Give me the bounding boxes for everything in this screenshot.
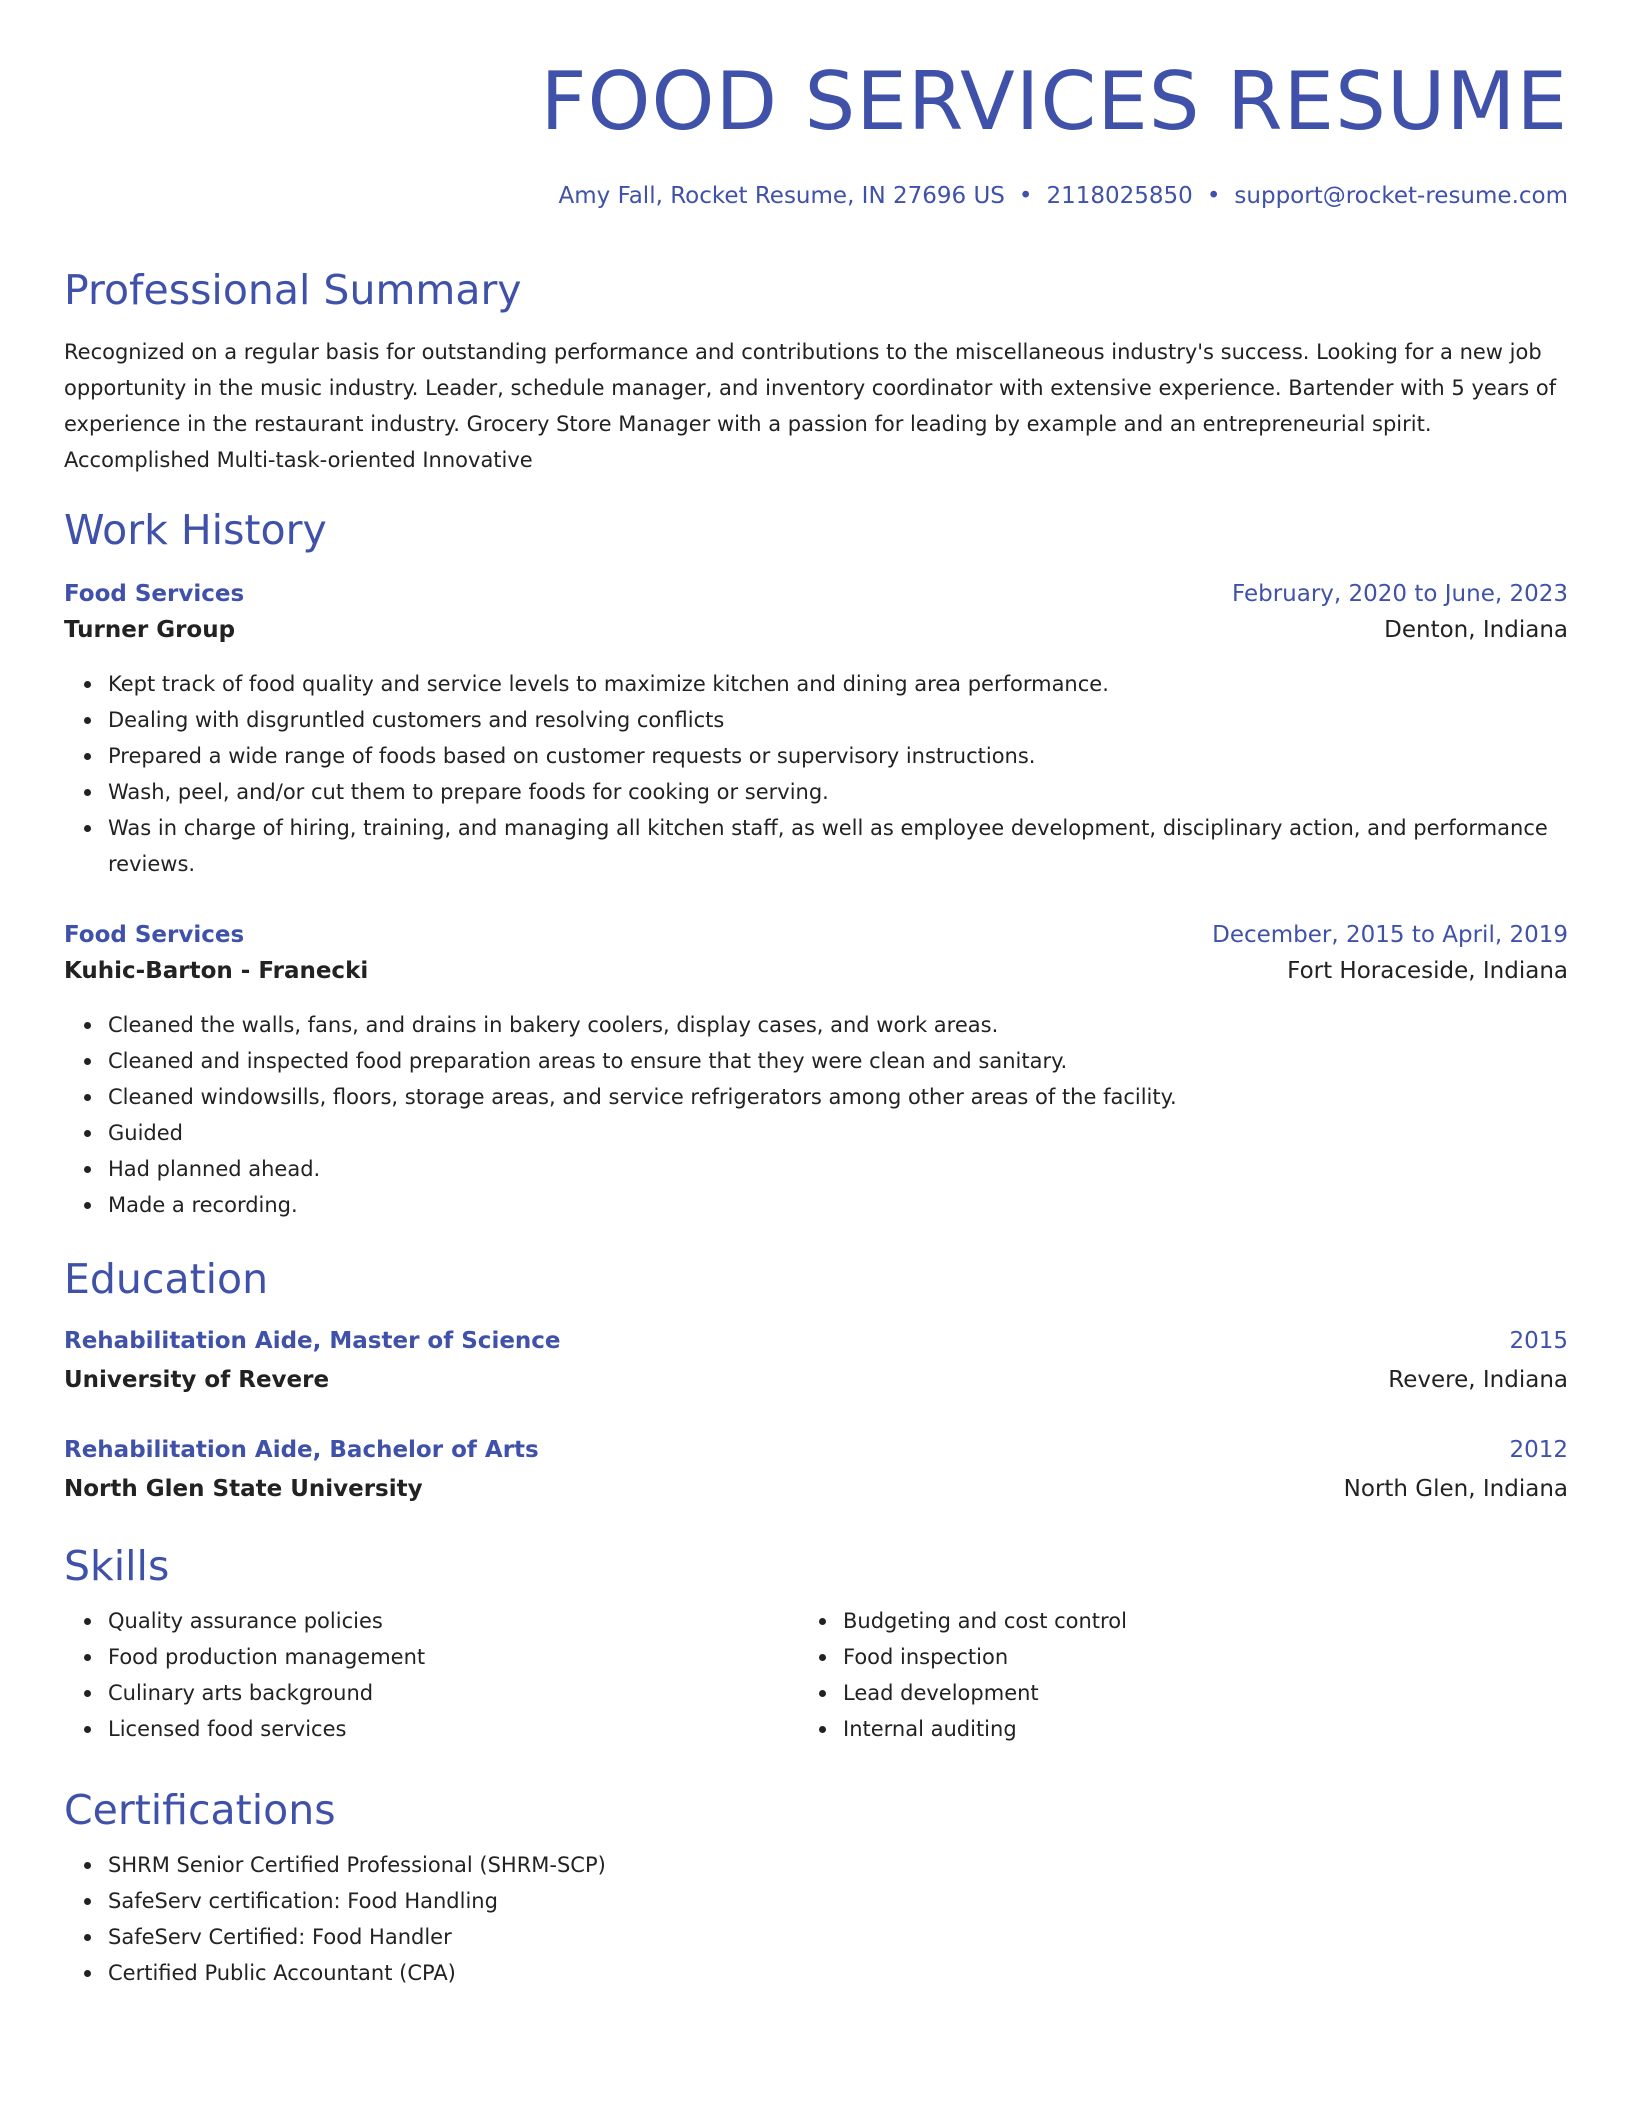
skills-list-left <box>64 1603 808 1747</box>
certification-item: Certified Public Accountant (CPA) <box>108 1955 1568 1991</box>
skills-list-right <box>799 1603 1543 1747</box>
summary-text: Recognized on a regular basis for outstanding performance and contributions to the miscellaneous industry's success. Looking for a new job opportunity in the music industry. Leader, schedule manager, and inventory coordinator with extensive experience. Bartender with 5 years of experience in the restaurant industry. Grocery Store Manager with a passion for leading by example and an entrepreneurial spirit. Accomplished Multi-task-oriented Innovative <box>64 340 1557 472</box>
education-header-row <box>64 1323 1568 1359</box>
job-duty: Wash, peel, and/or cut them to prepare foods for cooking or serving. <box>108 774 1568 810</box>
education-school: University of Revere <box>64 1367 330 1393</box>
skill-item: Internal auditing <box>843 1711 1543 1747</box>
certification-item: SafeServ Certified: Food Handler <box>108 1919 1568 1955</box>
job-title: Food Services <box>64 922 245 948</box>
job-dates: February, 2020 to June, 2023 <box>1231 581 1568 607</box>
education-header-row <box>64 1432 1568 1468</box>
skills-heading: Skills <box>64 1542 170 1590</box>
contact-email[interactable]: support@rocket-resume.com <box>1234 183 1568 209</box>
job-duty: Kept track of food quality and service levels to maximize kitchen and dining area performance. <box>108 666 1568 702</box>
certification-item: SafeServ certification: Food Handling <box>108 1883 1568 1919</box>
job-duty: Dealing with disgruntled customers and resolving conflicts <box>108 702 1568 738</box>
work-history-heading: Work History <box>64 506 327 554</box>
education-heading: Education <box>64 1255 269 1303</box>
job-title: Food Services <box>64 581 245 607</box>
contact-address: Amy Fall, Rocket Resume, IN 27696 US <box>558 183 1005 209</box>
job-duty: Cleaned and inspected food preparation areas to ensure that they were clean and sanitary. <box>108 1043 1568 1079</box>
certification-item: SHRM Senior Certified Professional (SHRM-SCP) <box>108 1847 1568 1883</box>
education-location: Revere, Indiana <box>1388 1367 1568 1393</box>
education-school-row <box>64 1471 1568 1507</box>
education-location: North Glen, Indiana <box>1343 1476 1568 1502</box>
job-duty: Made a recording. <box>108 1187 1568 1223</box>
skill-item: Food production management <box>108 1639 808 1675</box>
education-year: 2012 <box>1509 1437 1568 1463</box>
job-dates: December, 2015 to April, 2019 <box>1212 922 1568 948</box>
job-company-row <box>64 953 1568 989</box>
education-school: North Glen State University <box>64 1476 423 1502</box>
job-duty: Had planned ahead. <box>108 1151 1568 1187</box>
job-duties-list <box>64 1007 1568 1223</box>
job-duty: Was in charge of hiring, training, and managing all kitchen staff, as well as employee development, disciplinary action, and performance reviews. <box>108 810 1568 882</box>
summary-heading: Professional Summary <box>64 266 522 314</box>
job-duties-list <box>64 666 1568 882</box>
education-school-row <box>64 1362 1568 1398</box>
job-location: Fort Horaceside, Indiana <box>1287 958 1568 984</box>
certifications-heading: Certifications <box>64 1786 336 1834</box>
job-company-row <box>64 612 1568 648</box>
education-degree: Rehabilitation Aide, Master of Science <box>64 1328 561 1354</box>
skill-item: Licensed food services <box>108 1711 808 1747</box>
education-year: 2015 <box>1509 1328 1568 1354</box>
skill-item: Lead development <box>843 1675 1543 1711</box>
skill-item: Culinary arts background <box>108 1675 808 1711</box>
job-company: Kuhic-Barton - Franecki <box>64 958 369 984</box>
education-degree: Rehabilitation Aide, Bachelor of Arts <box>64 1437 539 1463</box>
job-duty: Cleaned the walls, fans, and drains in bakery coolers, display cases, and work areas. <box>108 1007 1568 1043</box>
contact-separator: • <box>1018 183 1033 209</box>
contact-phone[interactable]: 2118025850 <box>1046 183 1193 209</box>
contact-line <box>559 178 1568 214</box>
job-duty: Guided <box>108 1115 1568 1151</box>
contact-separator: • <box>1206 183 1221 209</box>
job-location: Denton, Indiana <box>1384 617 1568 643</box>
job-duty: Prepared a wide range of foods based on customer requests or supervisory instructions. <box>108 738 1568 774</box>
job-company: Turner Group <box>64 617 236 643</box>
resume-title: FOOD SERVICES RESUME <box>540 55 1568 148</box>
job-header-row <box>64 576 1568 612</box>
skill-item: Food inspection <box>843 1639 1543 1675</box>
job-duty: Cleaned windowsills, floors, storage areas, and service refrigerators among other areas of the facility. <box>108 1079 1568 1115</box>
certifications-list <box>64 1847 1568 1991</box>
skill-item: Budgeting and cost control <box>843 1603 1543 1639</box>
skill-item: Quality assurance policies <box>108 1603 808 1639</box>
job-header-row <box>64 917 1568 953</box>
